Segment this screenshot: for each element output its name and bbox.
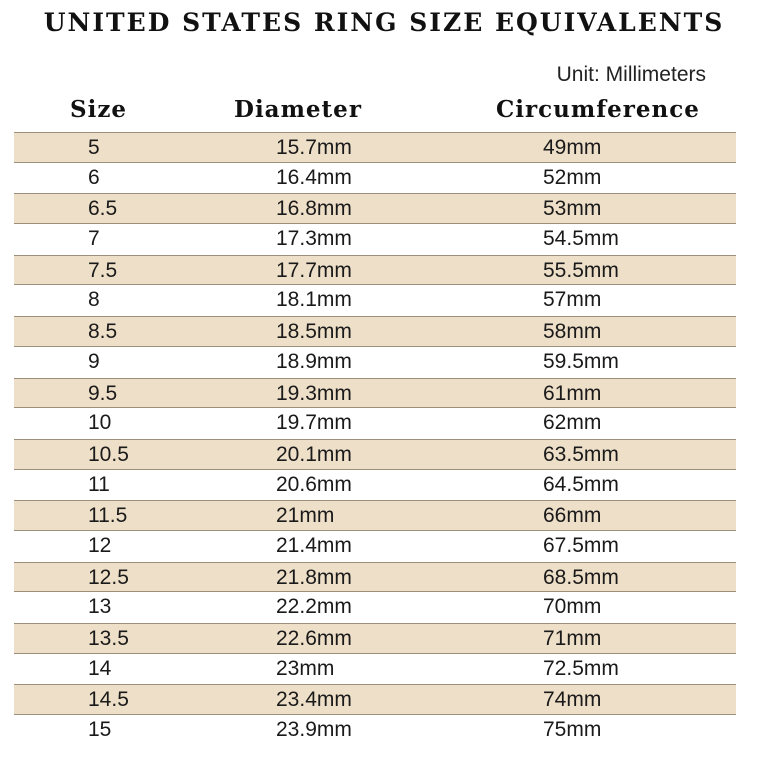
cell-size: 9.5	[88, 381, 118, 405]
cell-size: 7	[88, 227, 100, 251]
cell-diameter: 21.8mm	[276, 565, 352, 589]
table-row	[14, 623, 736, 654]
table-row	[14, 592, 736, 623]
cell-size: 10	[88, 411, 112, 435]
cell-circumference: 62mm	[543, 411, 602, 435]
cell-size: 8	[88, 288, 100, 312]
table-row	[14, 470, 736, 501]
cell-circumference: 61mm	[543, 381, 602, 405]
cell-size: 11.5	[88, 504, 128, 528]
cell-diameter: 22.2mm	[276, 595, 352, 619]
cell-diameter: 21mm	[276, 504, 335, 528]
cell-size: 7.5	[88, 258, 118, 282]
table-row	[14, 285, 736, 316]
cell-diameter: 16.8mm	[276, 197, 352, 221]
cell-diameter: 23mm	[276, 656, 335, 680]
cell-diameter: 19.7mm	[276, 411, 352, 435]
table-row	[14, 132, 736, 163]
cell-size: 8.5	[88, 320, 118, 344]
table-row	[14, 439, 736, 470]
ring-size-table	[14, 132, 736, 746]
column-header-diameter: Diameter	[234, 96, 362, 123]
cell-circumference: 75mm	[543, 718, 602, 742]
cell-diameter: 22.6mm	[276, 627, 352, 650]
cell-diameter: 23.4mm	[276, 688, 352, 712]
table-row	[14, 255, 736, 286]
cell-circumference: 70mm	[543, 595, 602, 619]
cell-circumference: 66mm	[543, 504, 602, 528]
cell-diameter: 18.1mm	[276, 288, 352, 312]
table-row	[14, 531, 736, 562]
cell-diameter: 15.7mm	[276, 136, 352, 159]
table-row	[14, 654, 736, 685]
cell-circumference: 64.5mm	[543, 472, 619, 496]
table-row	[14, 684, 736, 715]
cell-size: 9	[88, 349, 100, 373]
cell-size: 13.5	[88, 627, 129, 650]
unit-label: Unit: Millimeters	[556, 63, 706, 86]
cell-size: 14.5	[88, 688, 129, 712]
cell-diameter: 16.4mm	[276, 165, 352, 189]
cell-size: 10.5	[88, 442, 129, 466]
cell-circumference: 67.5mm	[543, 533, 619, 557]
cell-diameter: 21.4mm	[276, 533, 352, 557]
cell-circumference: 74mm	[543, 688, 602, 712]
cell-circumference: 54.5mm	[543, 227, 619, 251]
cell-circumference: 71mm	[543, 627, 602, 650]
table-row	[14, 316, 736, 347]
table-row	[14, 500, 736, 531]
table-header	[0, 96, 768, 132]
cell-size: 11	[88, 472, 110, 496]
cell-size: 6.5	[88, 197, 118, 221]
cell-size: 14	[88, 656, 112, 680]
cell-diameter: 17.7mm	[276, 258, 352, 282]
table-row	[14, 347, 736, 378]
cell-size: 5	[88, 136, 100, 159]
cell-circumference: 57mm	[543, 288, 602, 312]
table-row	[14, 562, 736, 593]
cell-circumference: 52mm	[543, 165, 602, 189]
table-row	[14, 224, 736, 255]
cell-size: 6	[88, 165, 100, 189]
cell-diameter: 19.3mm	[276, 381, 352, 405]
cell-circumference: 58mm	[543, 320, 602, 344]
cell-circumference: 72.5mm	[543, 656, 619, 680]
table-row	[14, 408, 736, 439]
cell-circumference: 68.5mm	[543, 565, 619, 589]
column-header-circumference: Circumference	[496, 96, 700, 123]
cell-diameter: 20.6mm	[276, 472, 352, 496]
cell-size: 12	[88, 533, 112, 557]
cell-circumference: 59.5mm	[543, 349, 619, 373]
cell-diameter: 20.1mm	[276, 442, 352, 466]
cell-circumference: 53mm	[543, 197, 602, 221]
cell-circumference: 55.5mm	[543, 258, 619, 282]
table-row	[14, 378, 736, 409]
cell-diameter: 18.9mm	[276, 349, 352, 373]
table-row	[14, 193, 736, 224]
cell-size: 12.5	[88, 565, 129, 589]
column-header-size: Size	[70, 96, 128, 123]
cell-circumference: 63.5mm	[543, 442, 619, 466]
cell-size: 15	[88, 718, 112, 742]
cell-circumference: 49mm	[543, 136, 602, 159]
cell-diameter: 17.3mm	[276, 227, 352, 251]
page-title: UNITED STATES RING SIZE EQUIVALENTS	[43, 8, 725, 37]
cell-diameter: 18.5mm	[276, 320, 352, 344]
cell-diameter: 23.9mm	[276, 718, 352, 742]
table-row	[14, 715, 736, 746]
cell-size: 13	[88, 595, 112, 619]
table-row	[14, 163, 736, 194]
